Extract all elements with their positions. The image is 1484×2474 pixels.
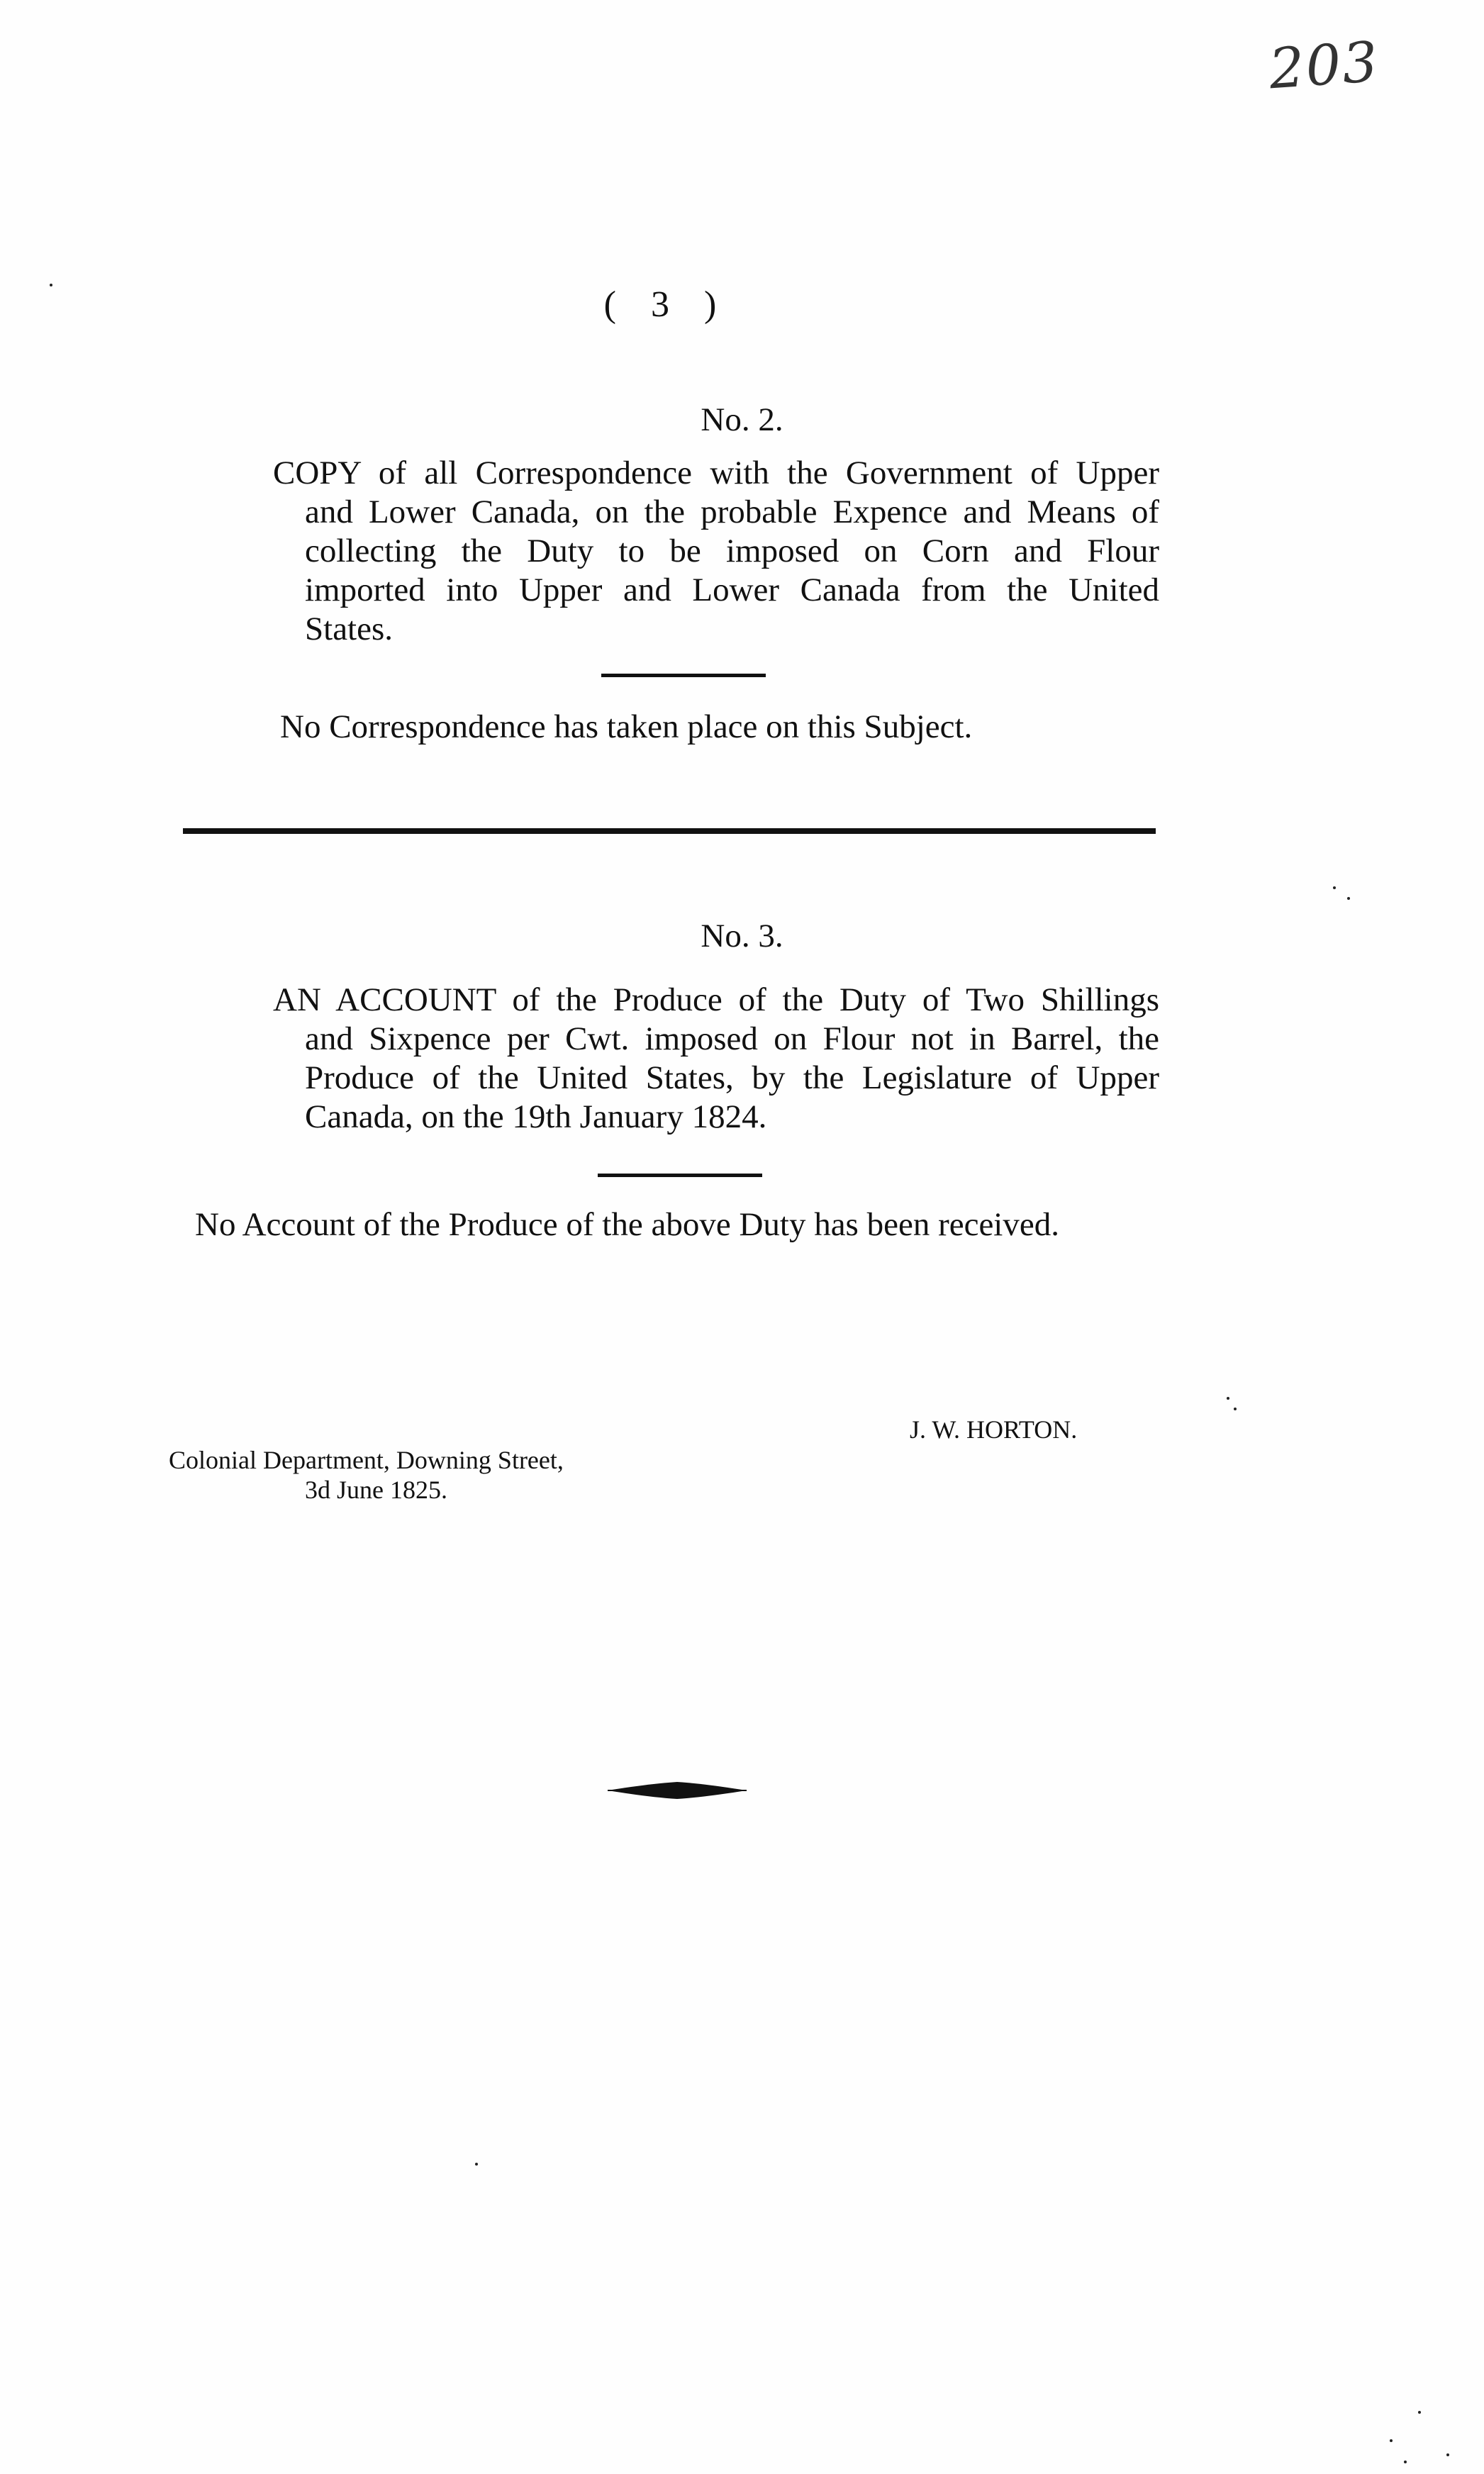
paper-speck [475, 2163, 478, 2166]
short-divider [601, 674, 766, 677]
section-3-title-line: AN ACCOUNT of the Produce of the Duty of Two Shillings [273, 981, 1159, 1018]
section-3-heading: No. 3. [701, 918, 783, 954]
section-2-title-line: and Lower Canada, on the probable Expence and Means of [305, 494, 1159, 530]
short-divider [598, 1174, 762, 1177]
paper-speck [1347, 897, 1350, 900]
handwritten-folio-number: 203 [1267, 30, 1381, 102]
section-2-heading: No. 2. [701, 401, 783, 438]
section-2-title [273, 454, 1159, 649]
section-3-title-line: and Sixpence per Cwt. imposed on Flour not in Barrel, the [305, 1020, 1159, 1057]
paper-speck [1333, 886, 1336, 889]
section-2-title-line: States. [305, 611, 394, 647]
paper-speck [1227, 1397, 1229, 1400]
section-2-title-line: COPY of all Correspondence with the Government of Upper [273, 455, 1159, 491]
section-3-title [273, 981, 1159, 1137]
printers-ornament [606, 1776, 748, 1805]
signature-place: Colonial Department, Downing Street, [169, 1446, 564, 1474]
paper-speck [1418, 2411, 1421, 2414]
section-2-title-line: collecting the Duty to be imposed on Corn and Flour [305, 533, 1159, 569]
section-2-statement: No Correspondence has taken place on this Subject. [280, 708, 973, 745]
paper-speck [1404, 2461, 1407, 2463]
section-divider [183, 828, 1156, 834]
section-3-statement: No Account of the Produce of the above Duty has been received. [195, 1206, 1059, 1243]
section-2-title-line: imported into Upper and Lower Canada from the United [305, 572, 1159, 608]
paper-speck [1234, 1408, 1237, 1410]
signature-date: 3d June 1825. [305, 1476, 447, 1504]
section-3-title-line: Produce of the United States, by the Legislature of Upper [305, 1059, 1159, 1096]
signature-name: J. W. HORTON. [910, 1415, 1078, 1444]
section-3-title-line: Canada, on the 19th January 1824. [305, 1098, 767, 1135]
page-number: ( 3 ) [603, 284, 730, 325]
paper-speck [50, 284, 52, 286]
paper-speck [1446, 2453, 1449, 2456]
paper-speck [1390, 2439, 1393, 2442]
